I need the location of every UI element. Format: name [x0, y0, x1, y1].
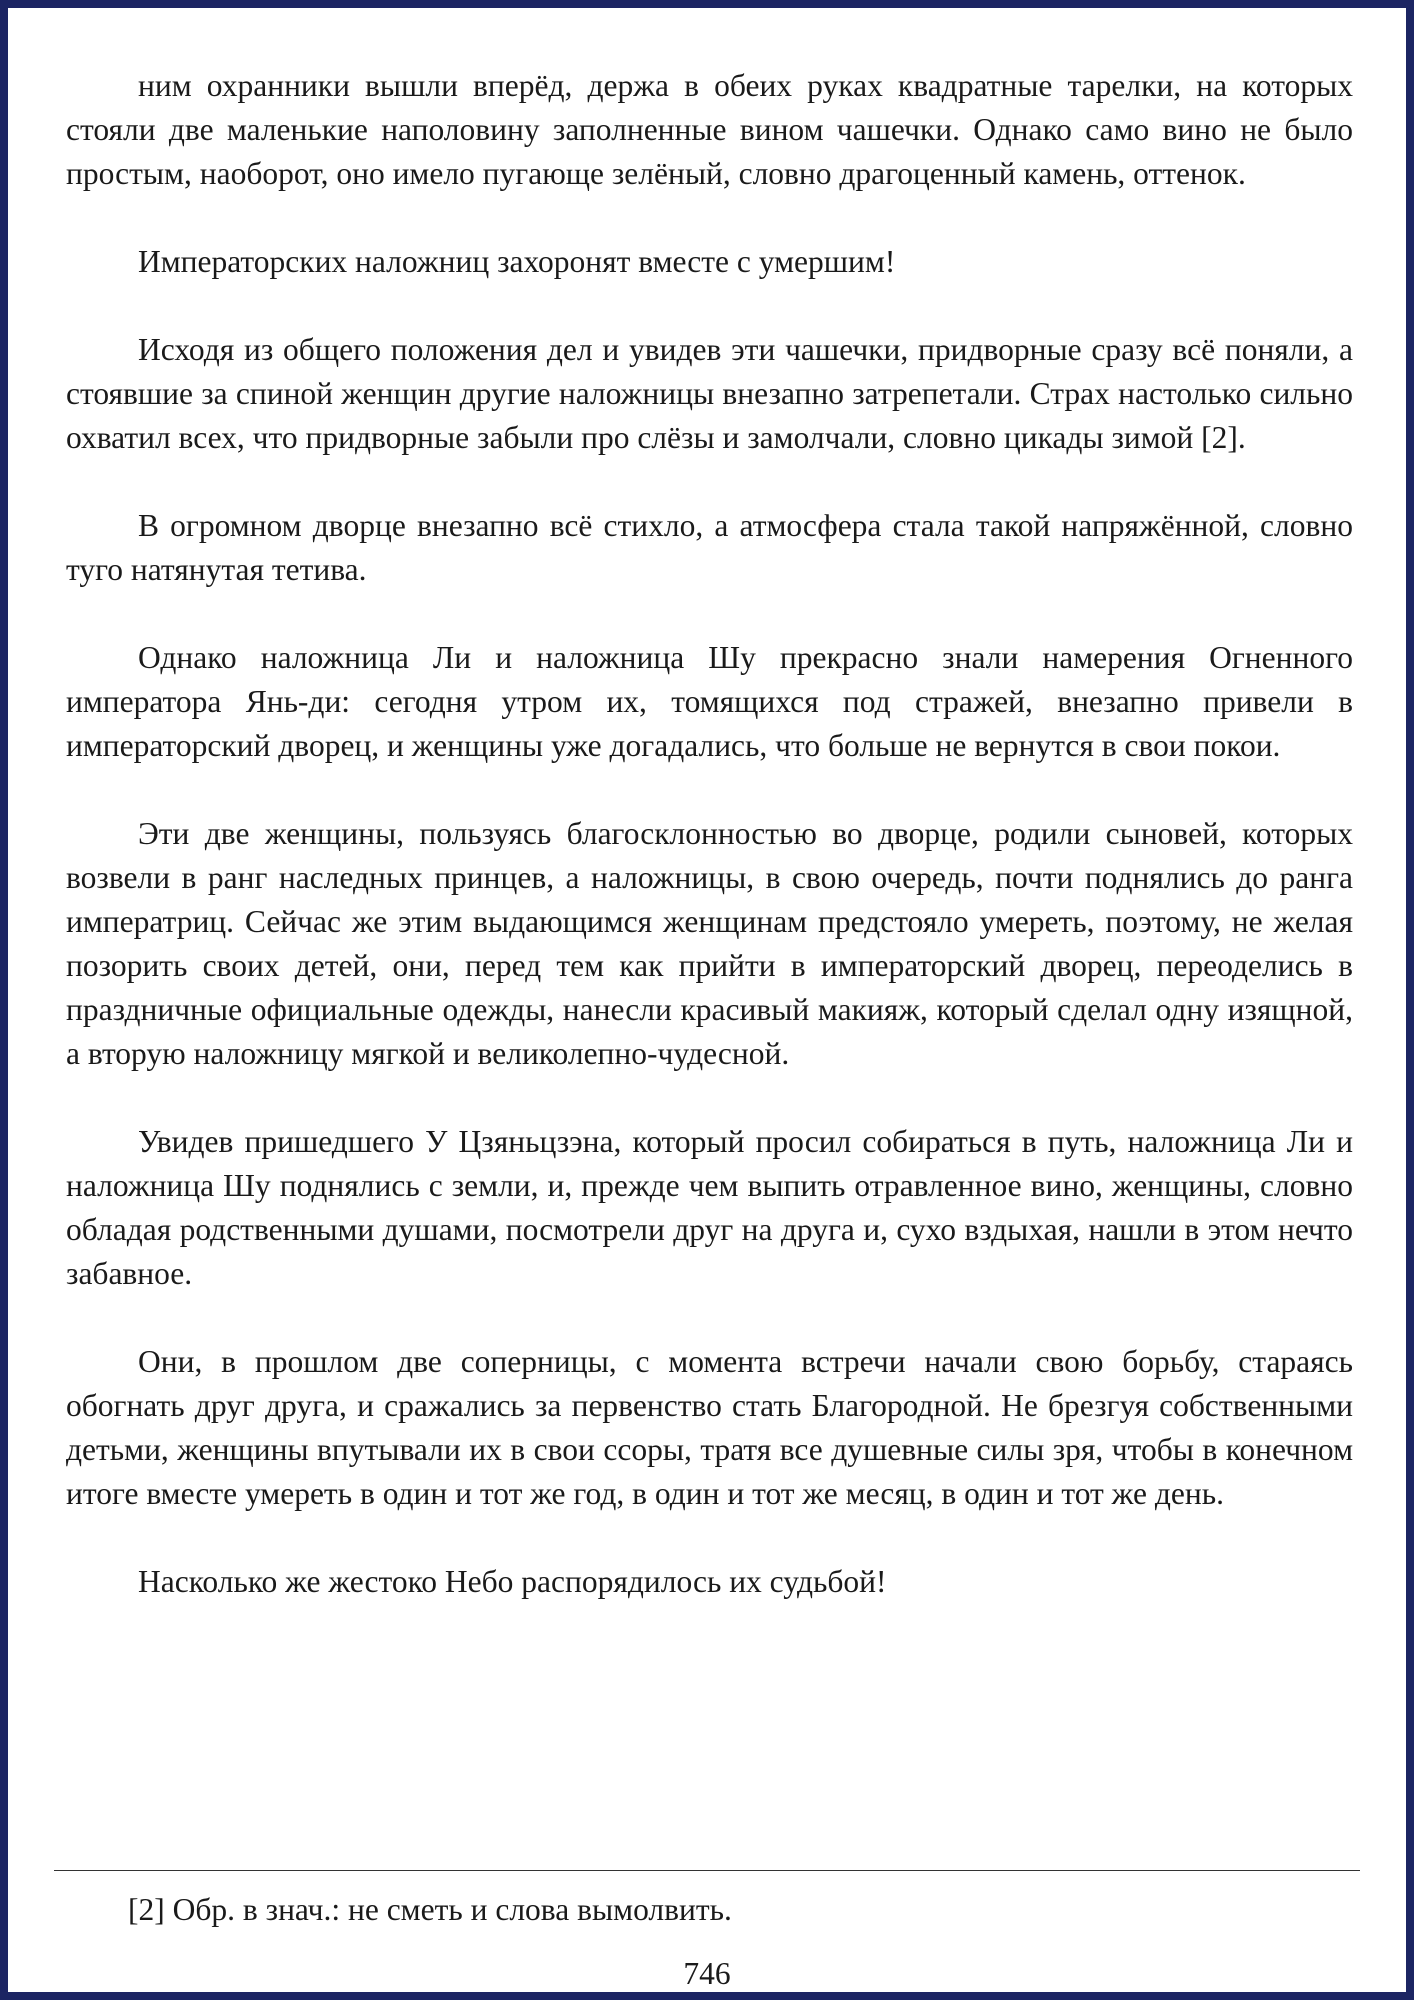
footnote: [2] Обр. в знач.: не сметь и слова вымолвить.	[128, 1892, 732, 1927]
paragraph-1: ним охранники вышли вперёд, держа в обеих руках квадратные тарелки, на которых стояли две маленькие наполовину заполненные вином чашечки. Однако само вино не было простым, наоборот, оно имело пугающе зелёный, словно драгоценный камень, оттенок.	[66, 68, 1353, 191]
paragraph-3: Исходя из общего положения дел и увидев эти чашечки, придворные сразу всё поняли, а стоявшие за спиной женщин другие наложницы внезапно затрепетали. Страх настолько сильно охватил всех, что придворные забыли про слёзы и замолчали, словно цикады зимой [2].	[66, 332, 1353, 455]
paragraph-6: Эти две женщины, пользуясь благосклонностью во дворце, родили сыновей, которых возвели в ранг наследных принцев, а наложницы, в свою очередь, почти поднялись до ранга императриц. Сейчас же этим выдающимся женщинам предстояло умереть, поэтому, не желая позорить своих детей, они, перед тем как прийти в императорский дворец, переоделись в праздничные официальные одежды, нанесли красивый макияж, который сделал одну изящной, а вторую наложницу мягкой и великолепно-чудесной.	[66, 816, 1353, 1071]
paragraph-5: Однако наложница Ли и наложница Шу прекрасно знали намерения Огненного императора Янь-ди: сегодня утром их, томящихся под стражей, внезапно привели в императорский дворец, и женщины уже догадались, что больше не вернутся в свои покои.	[66, 640, 1353, 763]
paragraph-4: В огромном дворце внезапно всё стихло, а атмосфера стала такой напряжённой, словно туго натянутая тетива.	[66, 508, 1353, 587]
footnote-divider	[54, 1870, 1360, 1871]
paragraph-9: Насколько же жестоко Небо распорядилось их судьбой!	[138, 1564, 887, 1599]
paragraph-8: Они, в прошлом две соперницы, с момента встречи начали свою борьбу, стараясь обогнать друг друга, и сражались за первенство стать Благородной. Не брезгуя собственными детьми, женщины впутывали их в свои ссоры, тратя все душевные силы зря, чтобы в конечном итоге вместе умереть в один и тот же год, в один и тот же месяц, в один и тот же день.	[66, 1344, 1353, 1511]
paragraph-2: Императорских наложниц захоронят вместе с умершим!	[138, 244, 896, 279]
paragraph-7: Увидев пришедшего У Цзяньцзэна, который просил собираться в путь, наложница Ли и наложница Шу поднялись с земли, и, прежде чем выпить отравленное вино, женщины, словно обладая родственными душами, посмотрели друг на друга и, сухо вздыхая, нашли в этом нечто забавное.	[66, 1124, 1353, 1291]
page-body	[66, 64, 1353, 1648]
page-number: 746	[683, 1956, 731, 1991]
